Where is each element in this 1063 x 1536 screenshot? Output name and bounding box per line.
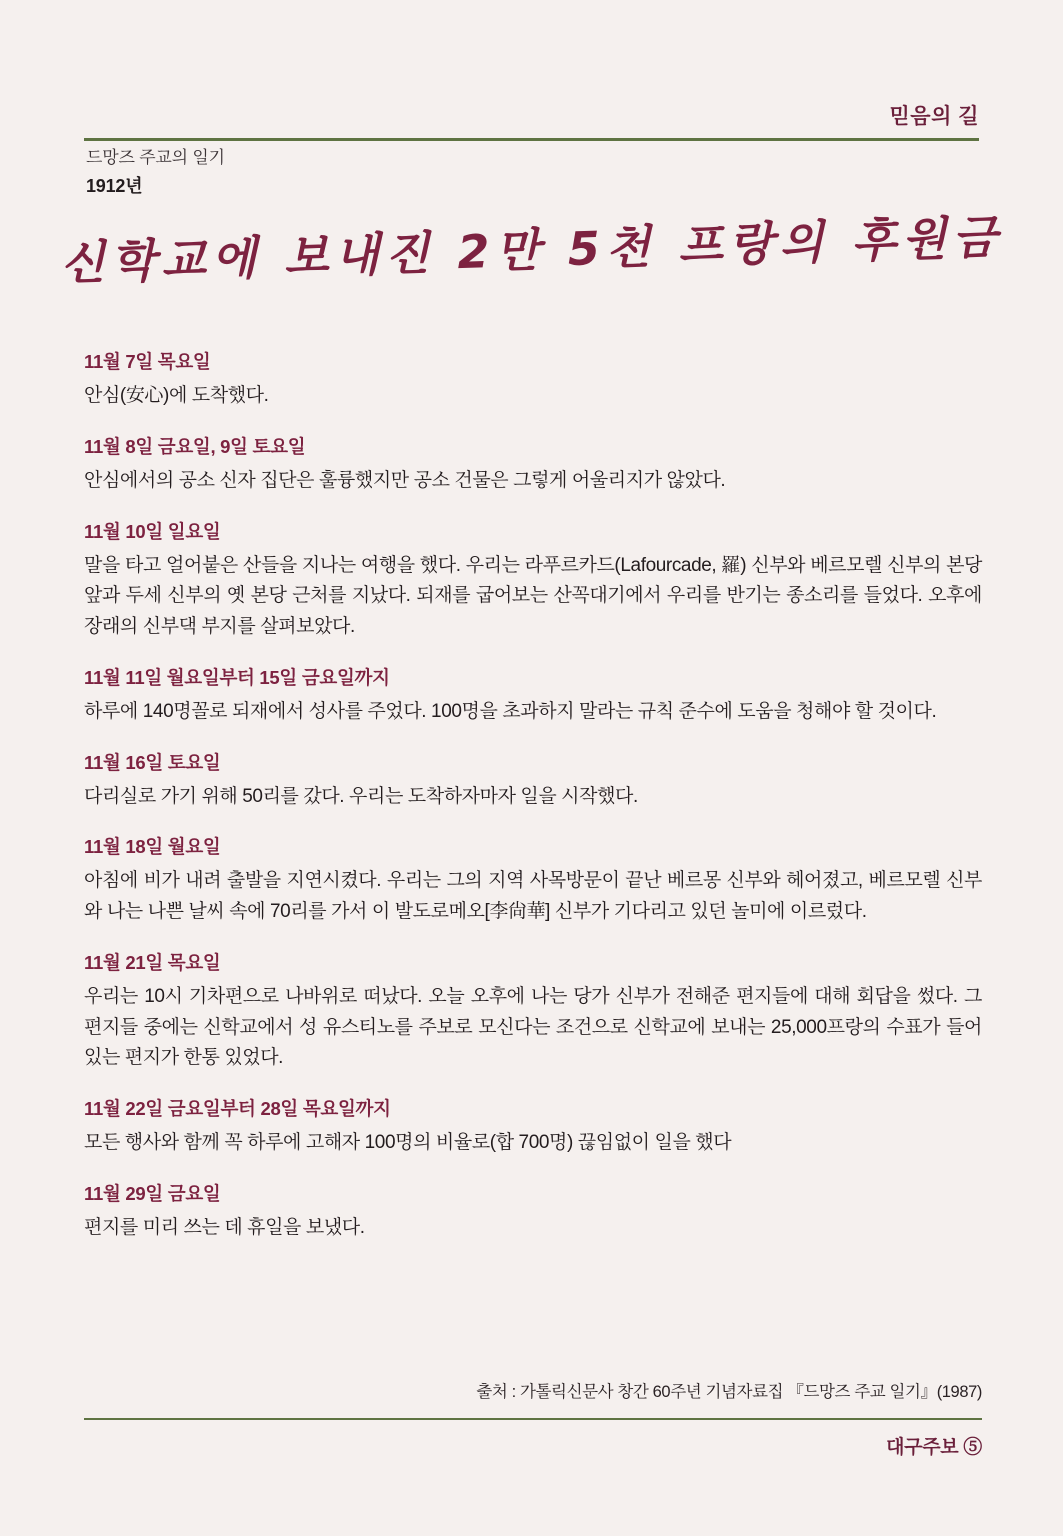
entry-body: 모든 행사와 함께 꼭 하루에 고해자 100명의 비율로(합 700명) 끊임없이 일을 했다 [84,1132,732,1154]
diary-entry-list [84,348,982,1265]
diary-entry [84,1180,982,1244]
entry-body: 편지를 미리 쓰는 데 휴일을 보냈다. [84,1216,365,1238]
entry-body: 하루에 140명꼴로 되재에서 성사를 주었다. 100명을 초과하지 말라는 규칙 준수에 도움을 청해야 할 것이다. [84,700,937,722]
entry-date: 11월 8일 금요일, 9일 토요일 [84,435,306,457]
entry-date: 11월 7일 목요일 [84,351,211,372]
diary-entry [84,433,982,497]
entry-body: 말을 타고 얼어붙은 산들을 지나는 여행을 했다. 우리는 라푸르카드(Lafourcade, 羅) 신부와 베르모렐 신부의 본당 앞과 두세 신부의 옛 본당 근처를 지났다. 되재를 굽어보는 산꼭대기에서 우리를 반기는 종소리를 들었다. 오후에 장래의 신부댁 부지를 살펴보았다. [84,554,982,638]
diary-kicker: 드망즈 주교의 일기 [86,148,225,167]
entry-body: 다리실로 가기 위해 50리를 갔다. 우리는 도착하자마자 일을 시작했다. [84,785,638,807]
diary-entry [84,348,982,412]
entry-date: 11월 29일 금요일 [84,1182,221,1204]
subheader [86,146,225,199]
page-title: 신학교에 보내진 2만 5천 프랑의 후원금 [59,209,1004,291]
entry-date: 11월 21일 목요일 [84,951,221,973]
diary-entry [84,518,982,643]
entry-date: 11월 16일 토요일 [84,751,221,773]
entry-body: 안심에서의 공소 신자 집단은 훌륭했지만 공소 건물은 그렇게 어울리지가 않았다. [84,469,726,491]
footer-divider [84,1418,982,1420]
entry-date: 11월 11일 월요일부터 15일 금요일까지 [84,666,390,688]
page-header [84,100,979,141]
header-divider [84,138,979,141]
entry-body: 안심(安心)에 도착했다. [84,385,269,406]
entry-date: 11월 22일 금요일부터 28일 목요일까지 [84,1098,391,1120]
entry-date: 11월 18일 월요일 [84,836,221,858]
entry-body: 아침에 비가 내려 출발을 지연시켰다. 우리는 그의 지역 사목방문이 끝난 베르몽 신부와 헤어졌고, 베르모렐 신부와 나는 나쁜 날씨 속에 70리를 가서 이 발도로메오[李尙華] 신부가 기다리고 있던 놀미에 이르렀다. [84,870,982,923]
diary-entry [84,1095,982,1159]
diary-entry [84,833,982,928]
diary-entry [84,664,982,728]
diary-entry [84,749,982,813]
page-number: ⑤ [963,1437,982,1458]
section-title: 믿음의 길 [889,105,979,128]
diary-entry [84,949,982,1074]
source-note: 출처 : 가톨릭신문사 창간 60주년 기념자료집 『드망즈 주교 일기』(1987) [476,1383,982,1401]
brand-label: 대구주보 [886,1437,959,1458]
footer-brand [84,1432,982,1459]
entry-body: 우리는 10시 기차편으로 나바위로 떠났다. 오늘 오후에 나는 당가 신부가 전해준 편지들에 대해 회답을 썼다. 그 편지들 중에는 신학교에서 성 유스티노를 주보로 모신다는 조건으로 신학교에 보내는 25,000프랑의 수표가 들어있는 편지가 한통 있었다. [84,985,982,1069]
diary-year: 1912년 [86,175,143,196]
entry-date: 11월 10일 일요일 [84,520,221,542]
